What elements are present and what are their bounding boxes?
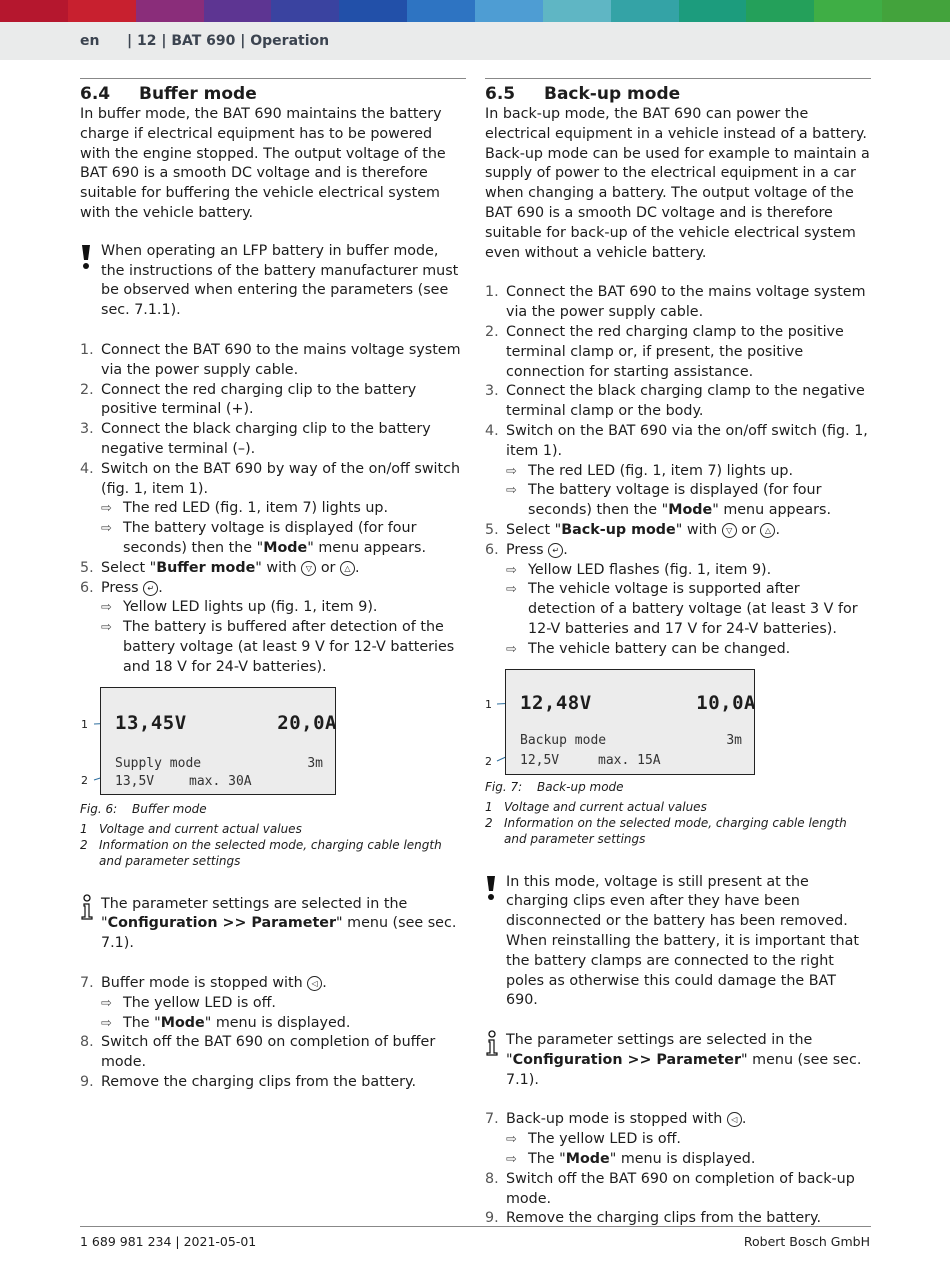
intro-text: In buffer mode, the BAT 690 maintains the battery charge if electrical equipment has to be powered with the engine stopped. The output voltage of the BAT 690 is a smooth DC voltage and is therefore suitable for buffering the vehicle electrical system with the vehicle battery. [80,106,446,221]
lcd-figure-7 [485,669,871,775]
list-item: 5. Select "Buffer mode" with ▽ or △ . [80,559,360,576]
list-item: 1. Connect the BAT 690 to the mains voltage system via the power supply cable. [485,284,866,321]
figure-caption: Fig. 7: Back-up mode [485,779,624,794]
list-item: 3. Connect the black charging clamp to the negative terminal clamp or the body. [485,383,865,420]
breadcrumb: | 12 | BAT 690 | Operation [127,33,330,49]
list-item: 5. Select "Back-up mode" with ▽ or △ . [485,521,781,538]
step-list-end [80,974,466,1093]
callout-1: 1 [485,697,492,711]
result-arrow-icon: ⇨ [101,995,112,1011]
result-arrow-icon: ⇨ [506,463,517,479]
info-note: The parameter settings are selected in the "Configuration >> Parameter" menu (see sec. 7.1). [485,1031,871,1090]
result-arrow-icon: ⇨ [506,582,517,598]
section-buffer-mode [80,78,466,1093]
result-arrow-icon: ⇨ [101,521,112,537]
step-list-end [485,1110,871,1229]
intro-text: In back-up mode, the BAT 690 can power the electrical equipment in a vehicle instead of a battery. Back-up mode can be used for example to maintain a supply of power to the electrical equipment in a car when changing a battery. The output voltage of the BAT 690 is a smooth DC voltage and is therefore suitable for back-up of the vehicle electrical system even without a vehicle battery. [485,106,870,261]
list-item: 9. Remove the charging clips from the battery. [80,1073,416,1090]
result-arrow-icon: ⇨ [101,1015,112,1031]
result-arrow-icon: ⇨ [101,600,112,616]
footer-company: Robert Bosch GmbH [743,1234,870,1249]
language-label: en [80,33,100,49]
exclamation-icon [485,875,497,908]
figure-legend: 1 Voltage and current actual values 2 Information on the selected mode, charging cable length and parameter settings [485,799,847,846]
result-arrow-icon: ⇨ [506,1152,517,1168]
enter-key-icon: ↵ [548,543,563,558]
list-item: 8. Switch off the BAT 690 on completion of buffer mode. [80,1034,436,1071]
info-icon [485,1030,499,1063]
list-item: 4. Switch on the BAT 690 via the on/off switch (fig. 1, item 1). ⇨ The red LED (fig. 1, item 7) lights up. ⇨ The battery voltage is displayed (for four seconds) then the "Mode" menu appears. [485,422,868,519]
back-key-icon: ◁ [307,976,322,991]
result-arrow-icon: ⇨ [506,483,517,499]
lcd-display: 12,48V 10,0A Backup mode 3m 12,5V max. 15A [505,669,755,775]
info-icon [80,894,94,927]
down-key-icon: ▽ [301,561,316,576]
step-list [485,283,871,659]
warning-note: In this mode, voltage is still present at the charging clips even after they have been disconnected or the battery has been removed. When reinstalling the battery, it is important that the battery clamps are connected to the right poles as otherwise this could damage the BAT 690. [485,873,871,1012]
callout-1: 1 [81,717,88,731]
list-item: 7. Back-up mode is stopped with ◁ . ⇨ The yellow LED is off. ⇨ The "Mode" menu is displayed. [485,1110,871,1169]
list-item: 7. Buffer mode is stopped with ◁ . ⇨ The yellow LED is off. ⇨ The "Mode" menu is displayed. [80,974,466,1033]
list-item: 6. Press ↵ . ⇨ Yellow LED flashes (fig. 1, item 9). ⇨ The vehicle voltage is supported after detection of a battery voltage (at least 3 V for 12-V batteries and 17 V for 24-V batteries). ⇨ The vehicle battery can be changed. [485,541,871,660]
page-header [0,22,950,60]
result-arrow-icon: ⇨ [506,562,517,578]
callout-2: 2 [485,754,492,768]
list-item: 4. Switch on the BAT 690 by way of the on/off switch (fig. 1, item 1). ⇨ The red LED (fig. 1, item 7) lights up. ⇨ The battery voltage is displayed (for four seconds) then the "Mode" menu appears. [80,460,461,556]
figure-legend: 1 Voltage and current actual values 2 Information on the selected mode, charging cable length and parameter settings [80,821,442,868]
up-key-icon: △ [340,561,355,576]
footer-rule [80,1226,871,1227]
callout-2: 2 [81,773,88,787]
list-item: 8. Switch off the BAT 690 on completion of back-up mode. [485,1170,855,1207]
back-key-icon: ◁ [727,1112,742,1127]
figure-caption: Fig. 6: Buffer mode [80,801,207,816]
brand-color-bar [0,0,950,22]
list-item: 6. Press ↵ . ⇨ Yellow LED lights up (fig. 1, item 9). ⇨ The battery is buffered after detection of the battery voltage (at least 9 V for 12-V batteries and 18 V for 24-V batteries). [80,579,455,675]
list-item: 2. Connect the red charging clamp to the positive terminal clamp or, if present, the positive connection for starting assistance. [485,323,844,380]
info-note: The parameter settings are selected in the "Configuration >> Parameter" menu (see sec. 7.1). [80,895,466,954]
lcd-display: 13,45V 20,0A Supply mode 3m 13,5V max. 30A [100,687,336,795]
section-title: 6.4 Buffer mode [80,84,257,104]
lcd-figure-6 [80,687,466,797]
down-key-icon: ▽ [722,523,737,538]
warning-note: When operating an LFP battery in buffer mode, the instructions of the battery manufacturer must be observed when entering the parameters (see sec. 7.1.1). [80,242,466,321]
exclamation-icon [80,244,92,277]
list-item: 9. Remove the charging clips from the battery. [485,1210,821,1227]
result-arrow-icon: ⇨ [101,501,112,517]
result-arrow-icon: ⇨ [506,1132,517,1148]
enter-key-icon: ↵ [143,581,158,596]
list-item: 1. Connect the BAT 690 to the mains voltage system via the power supply cable. [80,341,461,378]
footer-doc-number: 1 689 981 234 | 2021-05-01 [80,1234,257,1249]
result-arrow-icon: ⇨ [506,641,517,657]
list-item: 2. Connect the red charging clip to the battery positive terminal (+). [80,381,417,418]
up-key-icon: △ [760,523,775,538]
section-title: 6.5 Back-up mode [485,84,681,104]
result-arrow-icon: ⇨ [101,620,112,636]
section-backup-mode [485,78,871,1229]
list-item: 3. Connect the black charging clip to the battery negative terminal (–). [80,421,431,457]
step-list [80,341,466,678]
